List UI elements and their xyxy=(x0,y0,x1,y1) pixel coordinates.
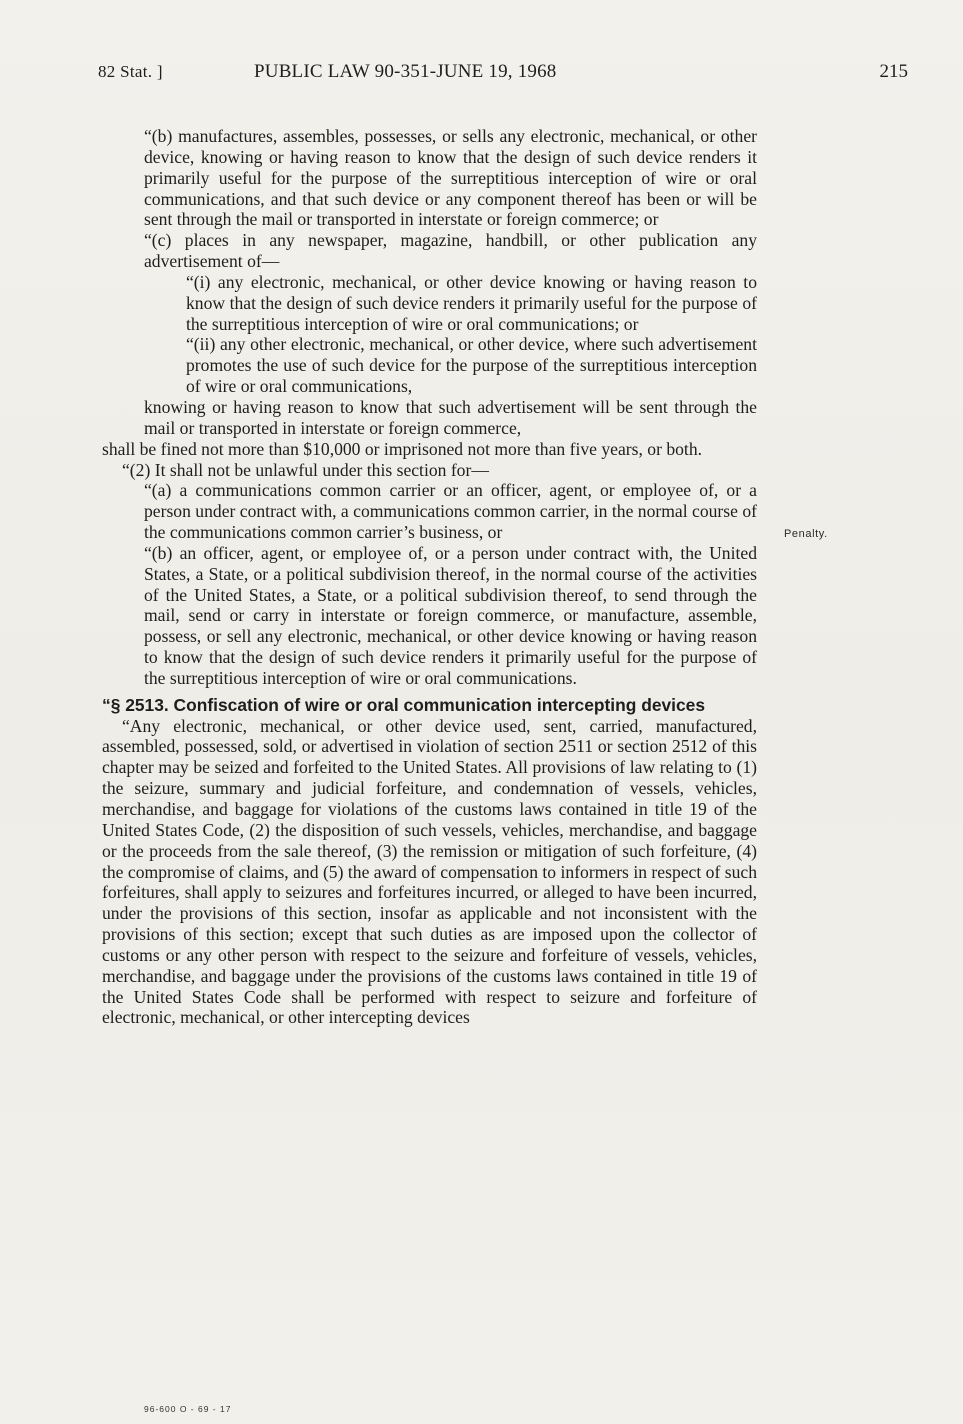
margin-note-penalty: Penalty. xyxy=(784,528,828,540)
printing-code-footer: 96-600 O - 69 - 17 xyxy=(144,1404,232,1414)
running-header xyxy=(98,58,908,86)
paragraph-penalty: shall be fined not more than $10,000 or imprisoned not more than five years, or both. xyxy=(102,438,703,459)
paragraph-c-advertisement: “(c) places in any newspaper, magazine, handbill, or other publication any advertisement of— xyxy=(144,230,757,272)
paragraph-c-i: “(i) any electronic, mechanical, or other device knowing or having reason to know that the design of such device renders it primarily useful for the purpose of the surreptitious interception of wire or oral communications; or xyxy=(186,271,757,334)
law-title: PUBLIC LAW 90-351-JUNE 19, 1968 xyxy=(254,61,557,82)
page-number: 215 xyxy=(879,61,908,82)
page-body xyxy=(102,126,757,1028)
paragraph-2-a: “(a) a communications common carrier or an officer, agent, or employee of, or a person under contract with, a communications common carrier, in the normal course of the communications common carrier’s business, or xyxy=(144,480,757,543)
paragraph-c-ii: “(ii) any other electronic, mechanical, or other device, where such advertisement promotes the use of such device for the purpose of the surreptitious interception of wire or oral communications, xyxy=(186,334,757,397)
paragraph-2-exceptions: “(2) It shall not be unlawful under this section for— xyxy=(122,459,489,480)
paragraph-knowing: knowing or having reason to know that such advertisement will be sent through the mail or transported in interstate or foreign commerce, xyxy=(144,396,757,438)
paragraph-2-b: “(b) an officer, agent, or employee of, or a person under contract with, the United States, a State, or a political subdivision thereof, in the normal course of the activities of the United States, a State, or a political subdivision thereof, to send through the mail, send or carry in interstate or foreign commerce, or manufacture, assemble, possess, or sell any electronic, mechanical, or other device knowing or having reason to know that the design of such device renders it primarily useful for the purpose of the surreptitious interception of wire or oral communications. xyxy=(144,542,757,688)
section-heading-2513: “§ 2513. Confiscation of wire or oral communication intercepting devices xyxy=(102,694,706,715)
paragraph-b-manufactures: “(b) manufactures, assembles, possesses, or sells any electronic, mechanical, or other device, knowing or having reason to know that the design of such device renders it primarily useful for the purpose of the surreptitious interception of wire or oral communications, and that such device or any component thereof has been or will be sent through the mail or transported in interstate or foreign commerce; or xyxy=(144,126,757,230)
section-2513-body: “Any electronic, mechanical, or other device used, sent, carried, manufactured, assembled, possessed, sold, or advertised in violation of section 2511 or section 2512 of this chapter may be seized and forfeited to the United States. All provisions of law relating to (1) the seizure, summary and judicial forfeiture, and condemnation of vessels, vehicles, merchandise, and baggage for violations of the customs laws contained in title 19 of the United States Code, (2) the disposition of such vessels, vehicles, merchandise, and baggage or the proceeds from the sale thereof, (3) the remission or mitigation of such forfeiture, (4) the compromise of claims, and (5) the award of compensation to informers in respect of such forfeitures, shall apply to seizures and forfeitures incurred, or alleged to have been incurred, under the provisions of this section, insofar as applicable and not inconsistent with the provisions of this section; except that such duties as are imposed upon the collector of customs or any other person with respect to the seizure and forfeiture of vessels, vehicles, merchandise, and baggage under the provisions of the customs laws contained in title 19 of the United States Code shall be performed with respect to seizure and forfeiture of electronic, mechanical, or other intercepting devices xyxy=(102,715,757,1028)
statute-reference: 82 Stat. ] xyxy=(98,62,163,81)
